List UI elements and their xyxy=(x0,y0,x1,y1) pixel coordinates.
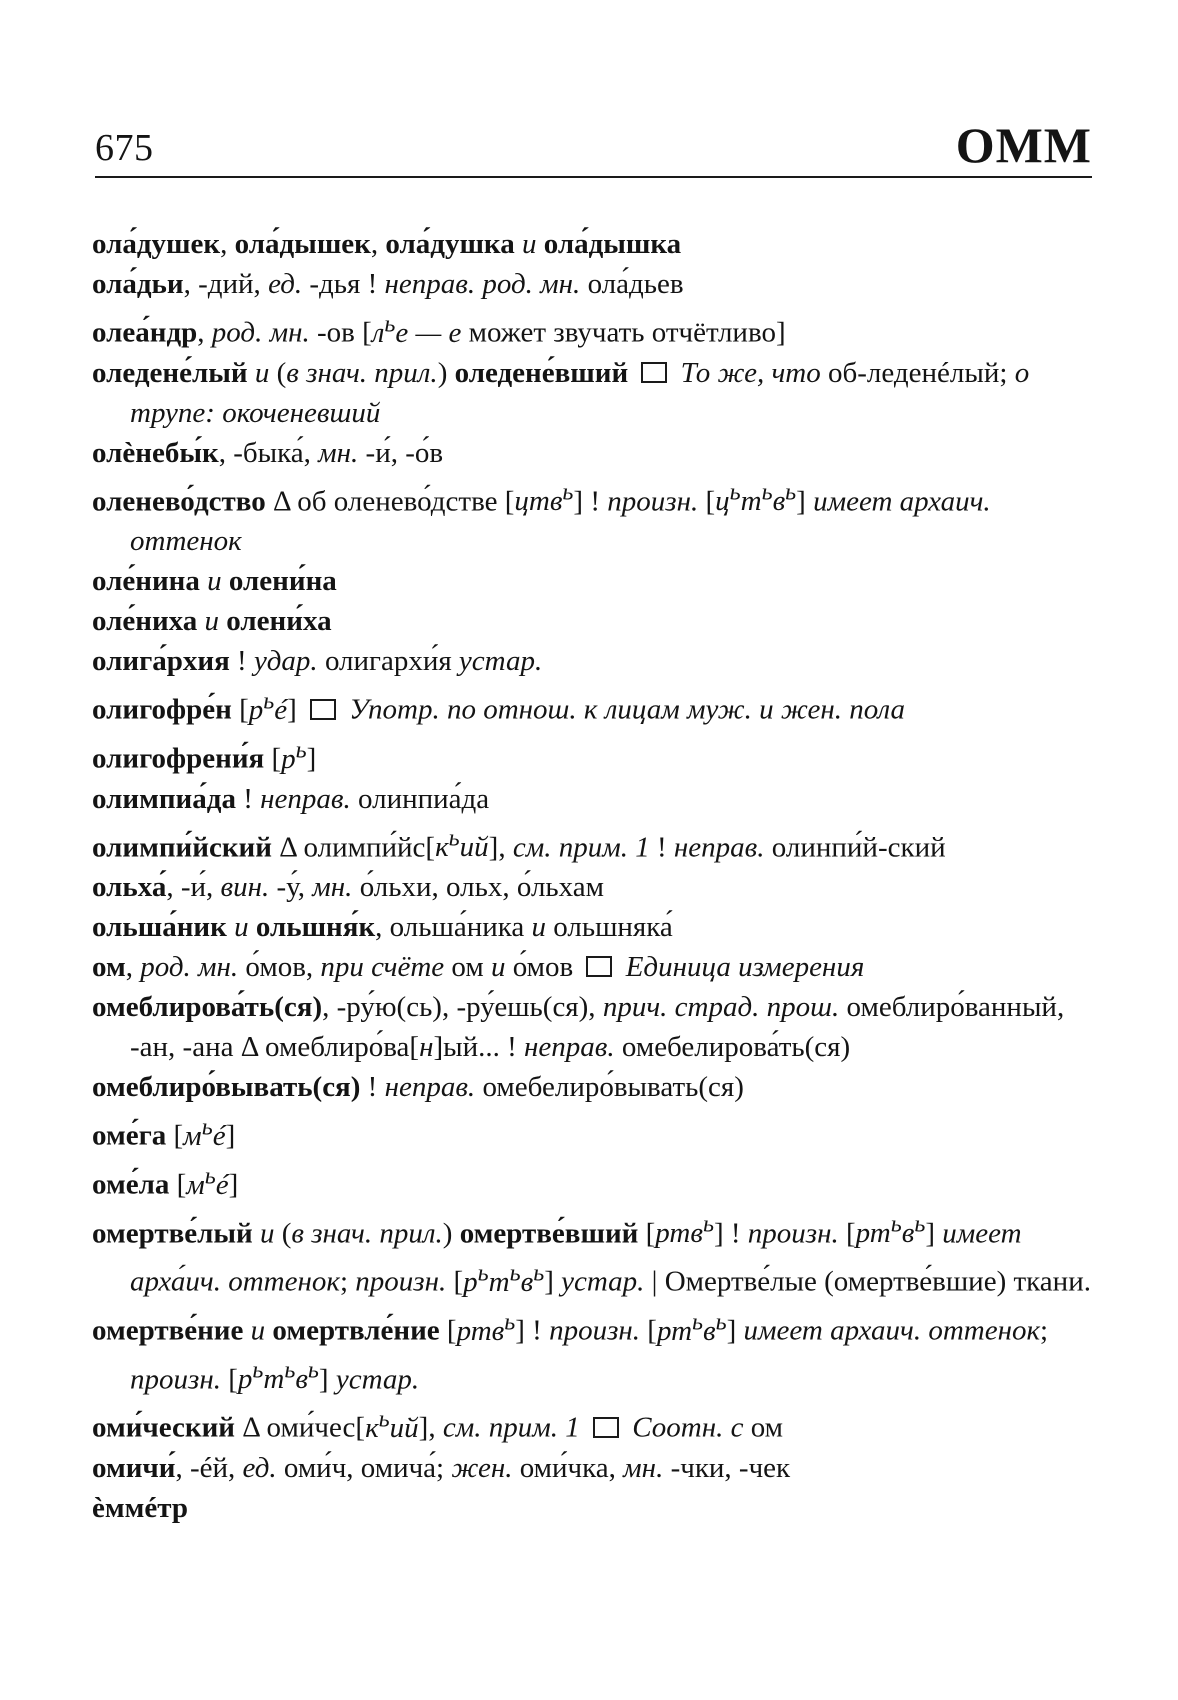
definition-box-icon xyxy=(593,1417,619,1438)
dictionary-entry: ола́дьи, -дий, ед. -дья ! неправ. род. мн. ола́дьев xyxy=(92,268,684,300)
dictionary-entry: ола́душек, ола́дышек, ола́душка и ола́дышка xyxy=(92,228,682,260)
dictionary-entry: оме́га $[м^ьé]$ xyxy=(92,1113,236,1152)
dictionary-entry: ом, род. мн. о́мов, при счёте ом и о́мов Единица измерения xyxy=(92,951,865,984)
dictionary-entry: олига́рхия ! удар. олигархи́я устар. xyxy=(92,645,543,678)
dictionary-entry: олигофре́н $[р^ьé]$ Употр. по отнош. к лицам муж. и жен. пола xyxy=(92,687,905,726)
dictionary-entry: олимпиа́да ! неправ. олинпиа́да xyxy=(92,782,490,815)
definition-box-icon xyxy=(586,956,612,977)
entry-list xyxy=(92,224,1094,1528)
dictionary-entry: омичи́, -éй, ед. оми́ч, омича́; жен. оми́чка, мн. -чки, -чек xyxy=(92,1451,791,1484)
dictionary-entry: оледене́лый и (в знач. прил.) оледене́вший То же, что об-леденéлый; о трупе: окоченевший xyxy=(92,356,1030,429)
guide-word: ОММ xyxy=(955,117,1092,173)
definition-box-icon xyxy=(641,362,667,383)
page-header xyxy=(95,104,1092,178)
dictionary-entry: омертве́ние и омертвле́ние [ртв$^ь$] ! произн. $[рт^ьв^ь]$ имеет архаич. оттенок; произн. $[р^ьт^ьв^ь]$ устар. xyxy=(92,1307,1049,1396)
dictionary-entry: омеблирова́ть(ся), -ру́ю(сь), -ру́ешь(ся), прич. страд. прош. омеблиро́ванный, -ан, -ана Δ омеблиро́ва[н]ый... ! неправ. омебелирова́ть(ся) xyxy=(92,991,1065,1064)
dictionary-entry: олигофрени́я $[р^ь]$ xyxy=(92,735,317,775)
dictionary-entry: оми́ческий Δ $оми́чес[к^ьий]$, см. прим. 1 Соотн. с ом xyxy=(92,1405,784,1444)
dictionary-entry: оле́ниха и олени́ха xyxy=(92,605,332,638)
dictionary-entry: олеа́ндр, род. мн. -ов [$л^ье$ — е может звучать отчётливо] xyxy=(92,310,786,349)
dictionary-entry: оме́ла $[м^ьé]$ xyxy=(92,1161,239,1201)
definition-box-icon xyxy=(310,699,336,720)
dictionary-entry: ольша́ник и ольшня́к, ольша́ника и ольшняка́ xyxy=(92,911,673,944)
dictionary-entry: олѐнебы́к, -быка́, мн. -и́, -о́в xyxy=(92,436,444,469)
dictionary-entry: оленево́дство Δ об оленево́дстве [цтв$^ь$] ! произн. $[ц^ьт^ьв^ь]$ имеет архаич. оттенок xyxy=(92,478,991,558)
dictionary-entry: омеблиро́вывать(ся) ! неправ. омебелиро́вывать(ся) xyxy=(92,1071,744,1104)
dictionary-entry: ѐммéтр xyxy=(92,1491,188,1524)
dictionary-entry: омертве́лый и (в знач. прил.) омертве́вший [ртв$^ь$] ! произн. $[рт^ьв^ь]$ имеет арха́ич. оттенок; произн. $[р^ьт^ьв^ь]$ устар. | Омертве́лые (омертве́вшие) ткани. xyxy=(92,1210,1091,1298)
page-number: 675 xyxy=(95,127,154,169)
dictionary-entry: олимпи́йский Δ $олимпи́йс[к^ьий]$, см. прим. 1 ! неправ. олинпи́й-ский xyxy=(92,824,946,864)
dictionary-entry: ольха́, -и́, вин. -у́, мн. о́льхи, ольх, о́льхам xyxy=(92,871,604,904)
dictionary-entry: оле́нина и олени́на xyxy=(92,565,337,598)
